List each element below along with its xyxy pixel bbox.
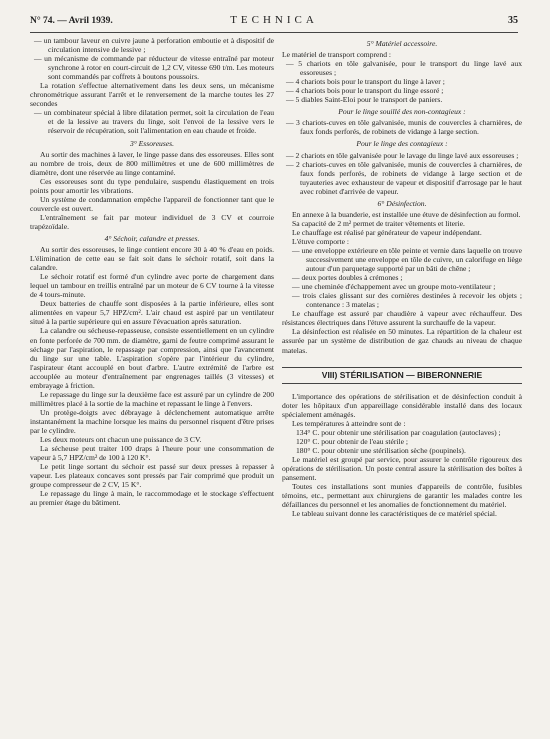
right-paragraph: Les températures à atteindre sont de : bbox=[292, 418, 406, 428]
running-header bbox=[30, 14, 518, 30]
right-paragraph: Toutes ces installations sont munies d'appareils de contrôle, fusibles témoins, etc., permettant aux chirurgiens de garantir les malades contre les défaillances du personnel et les anomalies de fonctionnement du matériel. bbox=[282, 482, 522, 510]
left-paragraph: Un système de condamnation empêche l'appareil de fonctionner tant que le couvercle est ouvert. bbox=[30, 194, 274, 213]
journal-title: TECHNICA bbox=[230, 14, 318, 26]
right-temperature-item: 134° C. pour obtenir une stérilisation par coagulation (autoclaves) ; bbox=[296, 427, 501, 437]
right-paragraph: Le tableau suivant donne les caractéristiques de ce matériel spécial. bbox=[292, 509, 497, 519]
left-paragraph: La sécheuse peut traiter 100 draps à l'heure pour une consommation de vapeur à 5,7 HPZ/cm² de 100 à 120 K°. bbox=[30, 444, 274, 463]
right-subheading: Pour le linge souillé des non-contagieux : bbox=[338, 107, 466, 117]
left-paragraph: L'entraînement se fait par moteur individuel de 3 CV et courroie trapézoïdale. bbox=[30, 212, 274, 231]
right-paragraph: Sa capacité de 2 m² permet de traiter vêtements et literie. bbox=[292, 218, 465, 228]
right-paragraph: L'importance des opérations de stérilisation et de désinfection conduit à doter les hôpitaux d'un appareillage considérable installé dans des locaux spécialement aménagés. bbox=[282, 391, 522, 419]
right-subheading: 6° Désinfection. bbox=[377, 198, 427, 208]
left-paragraph: Au sortir des machines à laver, le linge passe dans des essoreuses. Elles sont au nombre de trois, deux de 800 millimètres et une de 600 millimètres de diamètre, dont une réservée au linge contaminé. bbox=[30, 149, 274, 177]
right-paragraph: Le matériel de transport comprend : bbox=[282, 50, 392, 60]
right-paragraph: Le matériel est groupé par service, pour assurer le contrôle rigoureux des opérations de stérilisation. Un poste central assure la stérilisation des boîtes à pansement. bbox=[282, 454, 522, 483]
right-list-item: — 5 diables Saint-Eloi pour le transport de paniers. bbox=[286, 95, 443, 105]
left-list-item: — un mécanisme de commande par réducteur de vitesse entraîné par moteur synchrone à rotor en court-circuit de 1,2 CV, vitesse 690 t/m. Les moteurs sont commandés par coffrets à boutons poussoirs. bbox=[34, 54, 274, 82]
left-paragraph: La rotation s'effectue alternativement dans les deux sens, un mécanisme chronométrique assurant l'arrêt et le renversement de la marche toutes les 27 secondes bbox=[30, 81, 274, 109]
right-list-item: — 5 chariots en tôle galvanisée, pour le transport du linge lavé aux essoreuses ; bbox=[286, 59, 522, 78]
right-subheading: Pour le linge des contagieux : bbox=[356, 139, 448, 149]
header-rule bbox=[30, 32, 518, 33]
right-list-item: — 2 chariots en tôle galvanisée pour le lavage du linge lavé aux essoreuses ; bbox=[286, 150, 519, 160]
left-paragraph: Deux batteries de chauffe sont disposées à la partie inférieure, elles sont alimentées en vapeur 5,7 HPZ/cm². L'air chaud est aspiré par un ventilateur situé à la partie supérieure qui en assure l'évacuation après saturation. bbox=[30, 299, 274, 327]
right-subheading: 5° Matériel accessoire. bbox=[366, 39, 438, 48]
left-paragraph: La calandre ou sécheuse-repasseuse, consiste essentiellement en un cylindre en fonte perforée de 700 mm. de diamètre, garni de feutre comprimé assurant le séchage par l'aspiration, le repassage par compression, ainsi que l'avancement du linge sur une table. L'aspiration s'opère par l'intérieur du cylindre, l'aspirateur étant accouplé en bout d'arbre. L'autre extrémité de l'arbre est accouplée au moteur d'entraînement par engrenages taillés (3 vitesses) et embrayage à friction. bbox=[30, 326, 274, 390]
left-paragraph: Les deux moteurs ont chacun une puissance de 3 CV. bbox=[40, 435, 202, 445]
right-temperature-item: 120° C. pour obtenir de l'eau stérile ; bbox=[296, 436, 408, 446]
left-paragraph: Le repassage du linge sur la deuxième face est assuré par un cylindre de 200 millimètres placé à la sortie de la machine et repassant le linge à l'envers. bbox=[30, 389, 274, 408]
left-paragraph: Un protège-doigts avec débrayage à déclenchement automatique arrête instantanément la machine lorsque les mains du personnel risquent d'être prises par le cylindre. bbox=[30, 407, 274, 435]
right-column bbox=[282, 36, 522, 518]
issue-date: N° 74. — Avril 1939. bbox=[30, 16, 113, 26]
page-number: 35 bbox=[508, 15, 518, 26]
left-paragraph: Le petit linge sortant du séchoir est passé sur deux presses à repasser à vapeur. Les plateaux concaves sont pressés par l'air comprimé que produit un groupe compresseur de 2 CV, 15 K°. bbox=[30, 462, 274, 490]
right-paragraph: Le chauffage est réalisé par générateur de vapeur indépendant. bbox=[292, 227, 482, 237]
right-list-item: — une cheminée d'échappement avec un groupe moto-ventilateur ; bbox=[292, 282, 496, 292]
right-paragraph: Le chauffage est assuré par chaudière à vapeur avec réchauffeur. Des résistances électriques dans l'étuve assurent la surchauffe de la vapeur. bbox=[282, 309, 522, 328]
left-paragraph: Ces essoreuses sont du type pendulaire, suspendu élastiquement en trois points pour amortir les vibrations. bbox=[30, 176, 274, 195]
right-list-item: — 2 chariots-cuves en tôle galvanisée, munis de couvercles à charnières, de faux fonds perforés, de robinets de vidange à large section et de tuyauteries avec exhausteur de vapeur et dispositif d'arrosage par le haut avec robinet d'arrivée de vapeur. bbox=[286, 159, 522, 196]
right-list-item: — 3 chariots-cuves en tôle galvanisée, munis de couvercles à charnières, de faux fonds perforés, de robinets de vidange à large section. bbox=[286, 118, 522, 137]
right-list-item: — une enveloppe extérieure en tôle peinte et vernie dans laquelle on trouve successivement une enveloppe en tôle de cuivre, un calorifuge en liège autour d'un parquetage supporté par un bâti de chêne ; bbox=[292, 245, 522, 274]
right-temperature-item: 180° C. pour obtenir une stérilisation sèche (poupinels). bbox=[296, 445, 466, 455]
left-list-item: — un tambour laveur en cuivre jaune à perforation emboutie et à dispositif de circulation intensive de lessive ; bbox=[34, 36, 274, 55]
left-column bbox=[30, 36, 274, 507]
right-list-item: — 4 chariots bois pour le transport du linge à laver ; bbox=[286, 77, 445, 87]
right-paragraph: L'étuve comporte : bbox=[292, 236, 350, 246]
right-list-item: — deux portes doubles à crémones ; bbox=[292, 273, 403, 283]
left-subheading: 3° Essoreuses. bbox=[129, 138, 175, 148]
left-paragraph: Au sortir des essoreuses, le linge contient encore 30 à 40 % d'eau en poids. L'élimination de cette eau se fait soit dans le séchoir rotatif, soit dans la calandre. bbox=[30, 245, 274, 273]
left-list-item: — un combinateur spécial à libre dilatation permet, soit la circulation de l'eau et de la lessive au travers du linge, soit l'envoi de la lessive vers le réservoir de récupération, soit l'alimentation en eau chaude et froide. bbox=[34, 108, 274, 136]
right-paragraph: La désinfection est réalisée en 50 minutes. La répartition de la chaleur est assurée par un système de distribution de gaz chauds au niveau de chaque matelas. bbox=[282, 327, 522, 355]
left-paragraph: Le séchoir rotatif est formé d'un cylindre avec porte de chargement dans lequel un tambour en treillis entraîné par un moteur de 6 CV tourne à la vitesse de 4 tours-minute. bbox=[30, 272, 274, 300]
left-subheading: 4° Séchoir, calandre et presses. bbox=[104, 233, 200, 243]
right-paragraph: En annexe à la buanderie, est installée une étuve de désinfection au formol. bbox=[292, 209, 521, 219]
left-paragraph: Le repassage du linge à main, le raccommodage et le stockage s'effectuent au premier étage du bâtiment. bbox=[30, 489, 274, 508]
right-list-item: — trois claies glissant sur des cornières destinées à recevoir les objets ; contenance : 3 matelas ; bbox=[292, 291, 522, 310]
right-section-heading: VIII) STÉRILISATION — BIBERONNERIE bbox=[282, 367, 522, 384]
right-list-item: — 4 chariots bois pour le transport du linge essoré ; bbox=[286, 86, 444, 96]
